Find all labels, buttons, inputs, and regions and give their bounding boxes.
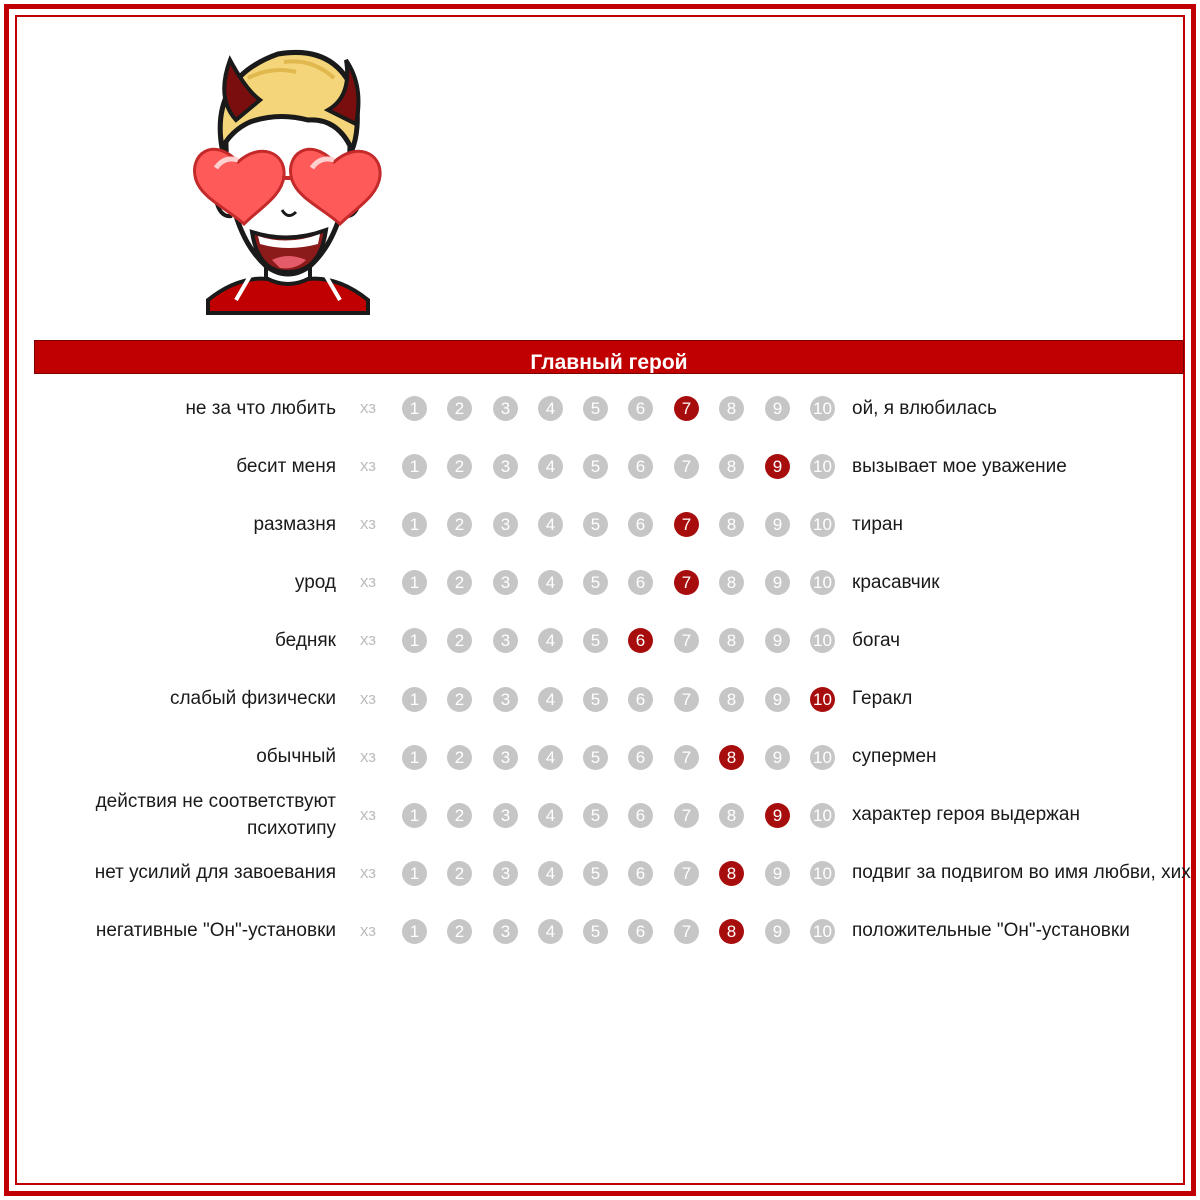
rating-dot[interactable]: 6 (628, 454, 653, 479)
rating-dot[interactable]: 1 (402, 570, 427, 595)
rating-dot[interactable]: 1 (402, 745, 427, 770)
rating-dot[interactable]: 5 (583, 745, 608, 770)
row-right-label: красавчик (852, 571, 940, 593)
rating-dot[interactable]: 10 (810, 919, 835, 944)
rating-dot[interactable]: 3 (493, 570, 518, 595)
rating-row (0, 556, 1200, 608)
row-right-label: богач (852, 629, 901, 651)
rating-dot[interactable]: 10 (810, 454, 835, 479)
rating-dot-selected[interactable]: 6 (628, 628, 653, 653)
rating-row (0, 905, 1200, 957)
rating-dot-selected[interactable]: 7 (674, 512, 699, 537)
rating-dot[interactable]: 6 (628, 919, 653, 944)
rating-dot-selected[interactable]: 10 (810, 687, 835, 712)
rating-dot[interactable]: 10 (810, 512, 835, 537)
rating-dot[interactable]: 3 (493, 745, 518, 770)
rating-dot[interactable]: 6 (628, 512, 653, 537)
rating-row (0, 440, 1200, 492)
rating-dot[interactable]: 8 (719, 803, 744, 828)
rating-dot[interactable]: 2 (447, 745, 472, 770)
rating-dot[interactable]: 10 (810, 861, 835, 886)
rating-dot[interactable]: 4 (538, 454, 563, 479)
row-right-label: вызывает мое уважение (852, 455, 1067, 477)
row-right-label: положительные "Он"-установки (852, 920, 1130, 942)
row-left-label: нет усилий для завоевания (94, 862, 336, 884)
rating-dot-selected[interactable]: 9 (765, 454, 790, 479)
unknown-option[interactable]: хз (359, 804, 377, 824)
rating-dot[interactable]: 10 (810, 628, 835, 653)
rating-dot[interactable]: 4 (538, 803, 563, 828)
rating-dot[interactable]: 2 (447, 628, 472, 653)
rating-dot-selected[interactable]: 7 (674, 396, 699, 421)
row-left-label: действия не соответствуют психотипу (95, 790, 336, 839)
rating-dot[interactable]: 3 (493, 628, 518, 653)
rating-dot[interactable]: 8 (719, 628, 744, 653)
rating-dot[interactable]: 6 (628, 687, 653, 712)
rating-dot[interactable]: 4 (538, 570, 563, 595)
unknown-option[interactable]: хз (359, 456, 377, 476)
rating-dot[interactable]: 5 (583, 396, 608, 421)
rating-dot[interactable]: 6 (628, 745, 653, 770)
rating-dot[interactable]: 1 (402, 454, 427, 479)
rating-row (0, 731, 1200, 783)
rating-dot[interactable]: 8 (719, 687, 744, 712)
rating-dot[interactable]: 2 (447, 861, 472, 886)
rating-dot[interactable]: 9 (765, 919, 790, 944)
page-title: Главный герой (34, 340, 1184, 374)
rating-dot[interactable]: 6 (628, 861, 653, 886)
rating-dot[interactable]: 8 (719, 570, 744, 595)
rating-dot[interactable]: 1 (402, 861, 427, 886)
row-left-label: размазня (253, 513, 336, 535)
row-right-label: подвиг за подвигом во имя любви, хих (852, 862, 1191, 884)
rating-dot-selected[interactable]: 8 (719, 745, 744, 770)
rating-dot[interactable]: 2 (447, 512, 472, 537)
row-left-label: не за что любить (185, 397, 336, 419)
rating-dot[interactable]: 2 (447, 919, 472, 944)
rating-dot-selected[interactable]: 9 (765, 803, 790, 828)
rating-dot[interactable]: 5 (583, 454, 608, 479)
rating-dot[interactable]: 3 (493, 861, 518, 886)
rating-dot[interactable]: 6 (628, 570, 653, 595)
rating-dot[interactable]: 10 (810, 570, 835, 595)
rating-dot[interactable]: 9 (765, 570, 790, 595)
rating-dot[interactable]: 3 (493, 919, 518, 944)
rating-dot[interactable]: 5 (583, 803, 608, 828)
rating-dot[interactable]: 8 (719, 396, 744, 421)
rating-dot[interactable]: 9 (765, 745, 790, 770)
rating-dot[interactable]: 6 (628, 396, 653, 421)
rating-dot[interactable]: 5 (583, 512, 608, 537)
rating-dot[interactable]: 9 (765, 628, 790, 653)
rating-dot[interactable]: 5 (583, 628, 608, 653)
rating-dot[interactable]: 9 (765, 861, 790, 886)
rating-row (0, 498, 1200, 550)
row-right-label: Геракл (852, 688, 913, 709)
rating-dot[interactable]: 2 (447, 687, 472, 712)
rating-dot[interactable]: 8 (719, 454, 744, 479)
rating-dot[interactable]: 6 (628, 803, 653, 828)
rating-dot[interactable]: 3 (493, 396, 518, 421)
row-right-label: тиран (852, 513, 903, 535)
rating-dot[interactable]: 1 (402, 512, 427, 537)
unknown-option[interactable]: хз (359, 398, 377, 417)
unknown-option[interactable]: хз (359, 920, 377, 940)
rating-dot[interactable]: 2 (447, 454, 472, 479)
rating-dot[interactable]: 2 (447, 570, 472, 595)
rating-dot-selected[interactable]: 8 (719, 919, 744, 944)
rating-row (0, 382, 1200, 434)
rating-dot[interactable]: 5 (583, 861, 608, 886)
rating-dot-selected[interactable]: 7 (674, 570, 699, 595)
rating-dot[interactable]: 3 (493, 803, 518, 828)
rating-dot[interactable]: 4 (538, 745, 563, 770)
row-right-label: ой, я влюбилась (852, 397, 997, 419)
rating-dot[interactable]: 3 (493, 454, 518, 479)
rating-dot[interactable]: 1 (402, 803, 427, 828)
unknown-option[interactable]: хз (359, 746, 377, 766)
row-left-label: бедняк (275, 629, 336, 651)
rating-dot[interactable]: 8 (719, 512, 744, 537)
rating-dot[interactable]: 10 (810, 803, 835, 828)
rating-dot-selected[interactable]: 8 (719, 861, 744, 886)
rating-dot[interactable]: 9 (765, 396, 790, 421)
unknown-option[interactable]: хз (359, 514, 377, 534)
rating-dot[interactable]: 3 (493, 687, 518, 712)
rating-dot[interactable]: 7 (674, 745, 699, 770)
rating-row (0, 614, 1200, 666)
unknown-option[interactable]: хз (359, 688, 377, 708)
row-left-label: урод (294, 571, 336, 593)
unknown-option[interactable]: хз (359, 630, 377, 650)
rating-dot[interactable]: 1 (402, 919, 427, 944)
rating-dot[interactable]: 4 (538, 512, 563, 537)
rating-dot[interactable]: 5 (583, 919, 608, 944)
rating-dot[interactable]: 2 (447, 396, 472, 421)
rating-dot[interactable]: 5 (583, 687, 608, 712)
devil-avatar-icon (188, 38, 388, 318)
rating-dot[interactable]: 7 (674, 803, 699, 828)
rating-dot[interactable]: 4 (538, 687, 563, 712)
rating-dot[interactable]: 1 (402, 687, 427, 712)
row-left-label: негативные "Он"-установки (95, 920, 336, 942)
rating-dot[interactable]: 4 (538, 919, 563, 944)
rating-dot[interactable]: 5 (583, 570, 608, 595)
rating-dot[interactable]: 4 (538, 628, 563, 653)
rating-dot[interactable]: 7 (674, 628, 699, 653)
rating-row (0, 847, 1200, 899)
rating-dot[interactable]: 9 (765, 512, 790, 537)
rating-dot[interactable]: 4 (538, 396, 563, 421)
rating-dot[interactable]: 7 (674, 687, 699, 712)
rating-dot[interactable]: 7 (674, 861, 699, 886)
row-right-label: супермен (852, 746, 937, 768)
rating-dot[interactable]: 3 (493, 512, 518, 537)
row-left-label: обычный (256, 746, 336, 768)
rating-dot[interactable]: 7 (674, 454, 699, 479)
rating-dot[interactable]: 2 (447, 803, 472, 828)
rating-dot[interactable]: 10 (810, 745, 835, 770)
row-left-label: слабый физически (169, 688, 336, 709)
rating-row (0, 673, 1200, 725)
row-left-label: бесит меня (236, 455, 336, 477)
unknown-option[interactable]: хз (359, 572, 377, 592)
rating-dot[interactable]: 9 (765, 687, 790, 712)
rating-dot[interactable]: 1 (402, 628, 427, 653)
rating-dot[interactable]: 4 (538, 861, 563, 886)
row-right-label: характер героя выдержан (852, 804, 1080, 826)
rating-dot[interactable]: 7 (674, 919, 699, 944)
rating-row (0, 789, 1200, 841)
rating-dot[interactable]: 1 (402, 396, 427, 421)
unknown-option[interactable]: хз (359, 862, 377, 882)
rating-dot[interactable]: 10 (810, 396, 835, 421)
